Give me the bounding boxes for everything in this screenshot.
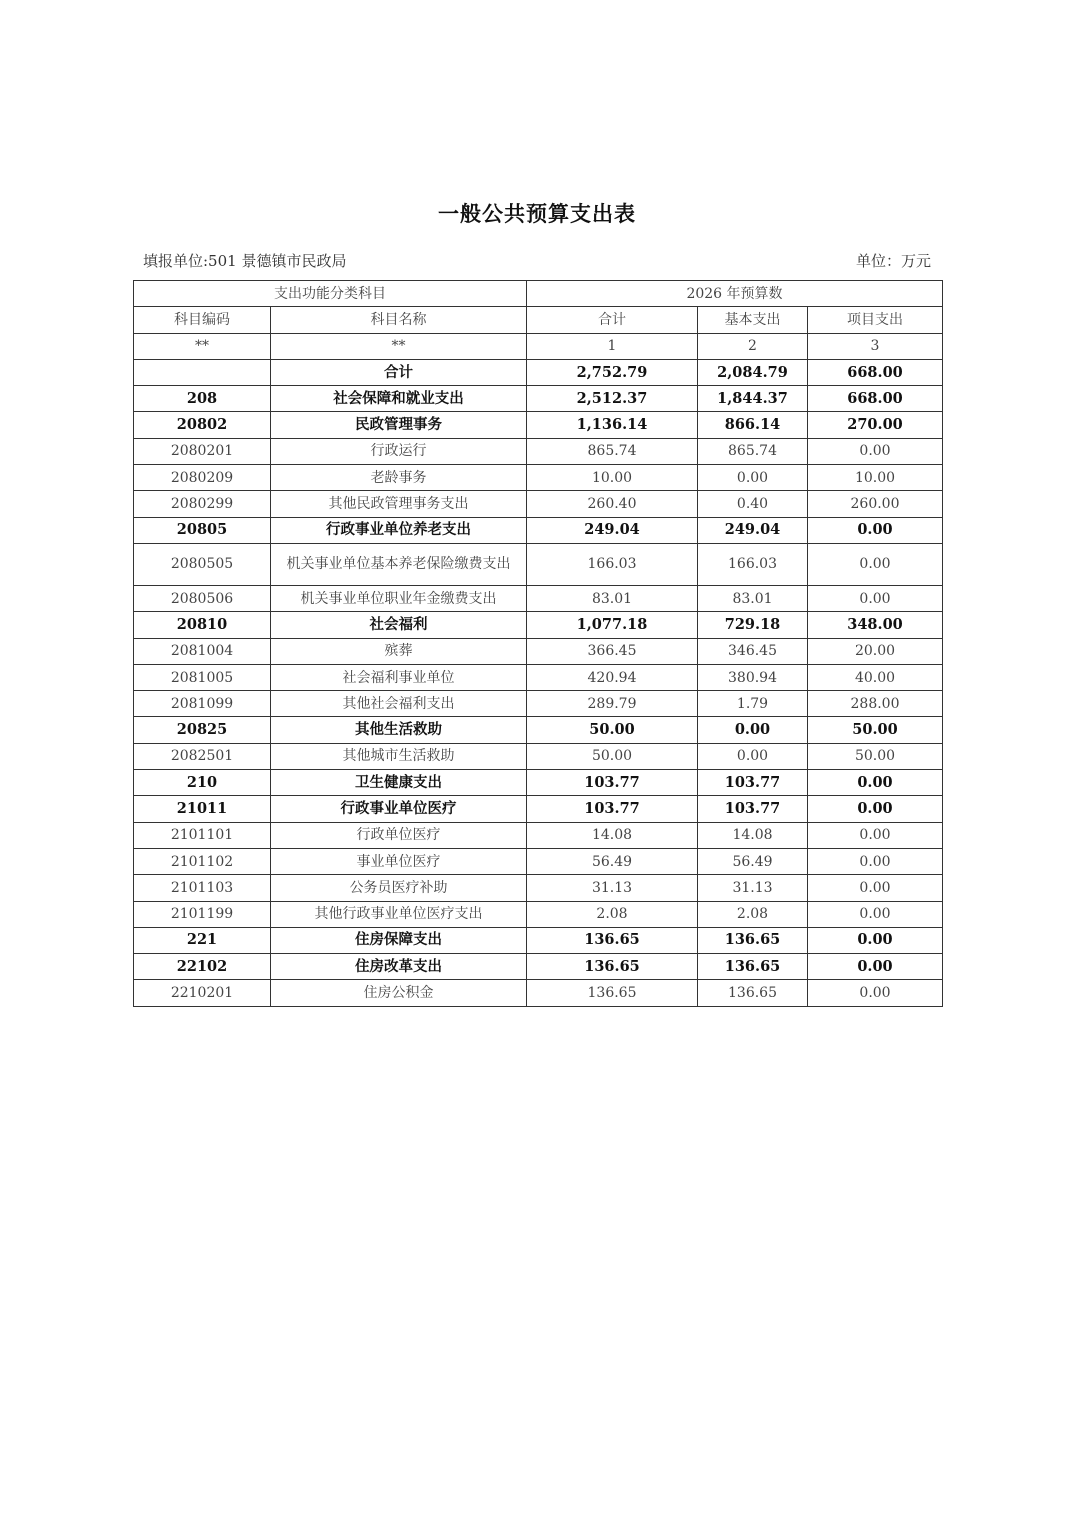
cell-total: 865.74 <box>527 438 698 464</box>
cell-total: 1,136.14 <box>527 412 698 438</box>
cell-code <box>134 359 271 385</box>
table-body <box>134 359 943 1006</box>
cell-code: 20825 <box>134 717 271 743</box>
table-row <box>134 980 943 1006</box>
cell-project: 0.00 <box>808 901 943 927</box>
cell-project: 0.00 <box>808 848 943 874</box>
cell-name: 其他社会福利支出 <box>271 691 527 717</box>
cell-basic: 0.00 <box>698 743 808 769</box>
cell-basic: 865.74 <box>698 438 808 464</box>
table-row <box>134 901 943 927</box>
cell-project: 0.00 <box>808 517 943 543</box>
cell-project: 0.00 <box>808 875 943 901</box>
cell-code: 22102 <box>134 954 271 980</box>
table-row <box>134 717 943 743</box>
cell-name: 其他民政管理事务支出 <box>271 491 527 517</box>
index-cell: ** <box>271 333 527 359</box>
cell-basic: 249.04 <box>698 517 808 543</box>
cell-basic: 103.77 <box>698 770 808 796</box>
cell-name: 其他生活救助 <box>271 717 527 743</box>
cell-project: 270.00 <box>808 412 943 438</box>
cell-name: 卫生健康支出 <box>271 770 527 796</box>
cell-project: 0.00 <box>808 543 943 585</box>
cell-basic: 2.08 <box>698 901 808 927</box>
cell-project: 50.00 <box>808 743 943 769</box>
cell-basic: 103.77 <box>698 796 808 822</box>
cell-name: 公务员医疗补助 <box>271 875 527 901</box>
cell-name: 民政管理事务 <box>271 412 527 438</box>
cell-project: 0.00 <box>808 822 943 848</box>
cell-project: 10.00 <box>808 465 943 491</box>
table-row <box>134 848 943 874</box>
cell-code: 21011 <box>134 796 271 822</box>
header-name: 科目名称 <box>271 307 527 333</box>
cell-code: 20805 <box>134 517 271 543</box>
cell-total: 1,077.18 <box>527 612 698 638</box>
cell-project: 40.00 <box>808 664 943 690</box>
cell-name: 行政事业单位养老支出 <box>271 517 527 543</box>
header-group-right: 2026 年预算数 <box>527 281 943 307</box>
cell-project: 348.00 <box>808 612 943 638</box>
table-row <box>134 612 943 638</box>
cell-project: 0.00 <box>808 980 943 1006</box>
cell-basic: 1.79 <box>698 691 808 717</box>
cell-total: 50.00 <box>527 717 698 743</box>
cell-code: 2080201 <box>134 438 271 464</box>
index-cell: ** <box>134 333 271 359</box>
cell-basic: 14.08 <box>698 822 808 848</box>
cell-total: 166.03 <box>527 543 698 585</box>
table-row <box>134 412 943 438</box>
table-row <box>134 664 943 690</box>
cell-basic: 56.49 <box>698 848 808 874</box>
table-row <box>134 927 943 953</box>
cell-code: 2101101 <box>134 822 271 848</box>
header-total: 合计 <box>527 307 698 333</box>
cell-basic: 136.65 <box>698 927 808 953</box>
table-row <box>134 796 943 822</box>
cell-name: 行政事业单位医疗 <box>271 796 527 822</box>
cell-project: 20.00 <box>808 638 943 664</box>
cell-basic: 31.13 <box>698 875 808 901</box>
cell-basic: 729.18 <box>698 612 808 638</box>
cell-total: 2,752.79 <box>527 359 698 385</box>
currency-unit: 单位：万元 <box>855 252 931 270</box>
header-group-row <box>134 281 943 307</box>
cell-total: 50.00 <box>527 743 698 769</box>
cell-code: 2080505 <box>134 543 271 585</box>
cell-code: 208 <box>134 386 271 412</box>
cell-name: 事业单位医疗 <box>271 848 527 874</box>
index-cell: 2 <box>698 333 808 359</box>
cell-total: 136.65 <box>527 954 698 980</box>
cell-basic: 2,084.79 <box>698 359 808 385</box>
table-row <box>134 438 943 464</box>
cell-project: 0.00 <box>808 438 943 464</box>
cell-name: 住房公积金 <box>271 980 527 1006</box>
table-row <box>134 585 943 611</box>
cell-name: 机关事业单位基本养老保险缴费支出 <box>271 543 527 585</box>
cell-basic: 0.00 <box>698 465 808 491</box>
cell-name: 住房保障支出 <box>271 927 527 953</box>
cell-total: 420.94 <box>527 664 698 690</box>
cell-name: 合计 <box>271 359 527 385</box>
cell-project: 260.00 <box>808 491 943 517</box>
cell-code: 2080299 <box>134 491 271 517</box>
cell-code: 221 <box>134 927 271 953</box>
table-row <box>134 954 943 980</box>
cell-project: 0.00 <box>808 954 943 980</box>
budget-table <box>133 280 943 1007</box>
cell-name: 机关事业单位职业年金缴费支出 <box>271 585 527 611</box>
cell-name: 住房改革支出 <box>271 954 527 980</box>
cell-code: 20810 <box>134 612 271 638</box>
cell-basic: 346.45 <box>698 638 808 664</box>
cell-basic: 380.94 <box>698 664 808 690</box>
table-row <box>134 691 943 717</box>
cell-name: 社会福利 <box>271 612 527 638</box>
table-row <box>134 517 943 543</box>
cell-name: 其他行政事业单位医疗支出 <box>271 901 527 927</box>
cell-project: 668.00 <box>808 386 943 412</box>
cell-code: 2101103 <box>134 875 271 901</box>
cell-code: 2081099 <box>134 691 271 717</box>
cell-code: 210 <box>134 770 271 796</box>
cell-code: 2210201 <box>134 980 271 1006</box>
cell-basic: 0.00 <box>698 717 808 743</box>
cell-project: 0.00 <box>808 585 943 611</box>
cell-basic: 83.01 <box>698 585 808 611</box>
cell-basic: 136.65 <box>698 954 808 980</box>
header-row <box>134 307 943 333</box>
cell-total: 260.40 <box>527 491 698 517</box>
cell-total: 2,512.37 <box>527 386 698 412</box>
index-row <box>134 333 943 359</box>
cell-project: 0.00 <box>808 770 943 796</box>
cell-total: 103.77 <box>527 796 698 822</box>
document-title: 一般公共预算支出表 <box>438 201 636 226</box>
cell-code: 2081005 <box>134 664 271 690</box>
cell-total: 31.13 <box>527 875 698 901</box>
cell-total: 249.04 <box>527 517 698 543</box>
cell-name: 社会保障和就业支出 <box>271 386 527 412</box>
cell-total: 289.79 <box>527 691 698 717</box>
cell-name: 社会福利事业单位 <box>271 664 527 690</box>
table-row <box>134 386 943 412</box>
header-basic: 基本支出 <box>698 307 808 333</box>
header-project: 项目支出 <box>808 307 943 333</box>
cell-basic: 136.65 <box>698 980 808 1006</box>
cell-total: 83.01 <box>527 585 698 611</box>
index-cell: 1 <box>527 333 698 359</box>
cell-total: 14.08 <box>527 822 698 848</box>
table-row <box>134 638 943 664</box>
table-row <box>134 359 943 385</box>
cell-basic: 866.14 <box>698 412 808 438</box>
cell-basic: 166.03 <box>698 543 808 585</box>
cell-project: 0.00 <box>808 927 943 953</box>
cell-code: 2080209 <box>134 465 271 491</box>
header-code: 科目编码 <box>134 307 271 333</box>
cell-total: 103.77 <box>527 770 698 796</box>
cell-project: 288.00 <box>808 691 943 717</box>
cell-name: 老龄事务 <box>271 465 527 491</box>
table-row <box>134 770 943 796</box>
cell-total: 56.49 <box>527 848 698 874</box>
table-row <box>134 875 943 901</box>
cell-project: 50.00 <box>808 717 943 743</box>
cell-name: 行政运行 <box>271 438 527 464</box>
header-group-left: 支出功能分类科目 <box>134 281 527 307</box>
cell-code: 2082501 <box>134 743 271 769</box>
reporting-unit: 填报单位:501 景德镇市民政局 <box>143 252 347 270</box>
table-row <box>134 465 943 491</box>
cell-code: 2101102 <box>134 848 271 874</box>
cell-code: 2081004 <box>134 638 271 664</box>
cell-total: 366.45 <box>527 638 698 664</box>
cell-project: 668.00 <box>808 359 943 385</box>
index-cell: 3 <box>808 333 943 359</box>
cell-total: 136.65 <box>527 927 698 953</box>
cell-name: 其他城市生活救助 <box>271 743 527 769</box>
cell-total: 136.65 <box>527 980 698 1006</box>
cell-code: 2101199 <box>134 901 271 927</box>
cell-basic: 1,844.37 <box>698 386 808 412</box>
table-row <box>134 743 943 769</box>
cell-name: 殡葬 <box>271 638 527 664</box>
cell-project: 0.00 <box>808 796 943 822</box>
cell-basic: 0.40 <box>698 491 808 517</box>
cell-code: 20802 <box>134 412 271 438</box>
table-row <box>134 543 943 585</box>
cell-code: 2080506 <box>134 585 271 611</box>
table-row <box>134 822 943 848</box>
table-row <box>134 491 943 517</box>
cell-total: 10.00 <box>527 465 698 491</box>
cell-total: 2.08 <box>527 901 698 927</box>
cell-name: 行政单位医疗 <box>271 822 527 848</box>
